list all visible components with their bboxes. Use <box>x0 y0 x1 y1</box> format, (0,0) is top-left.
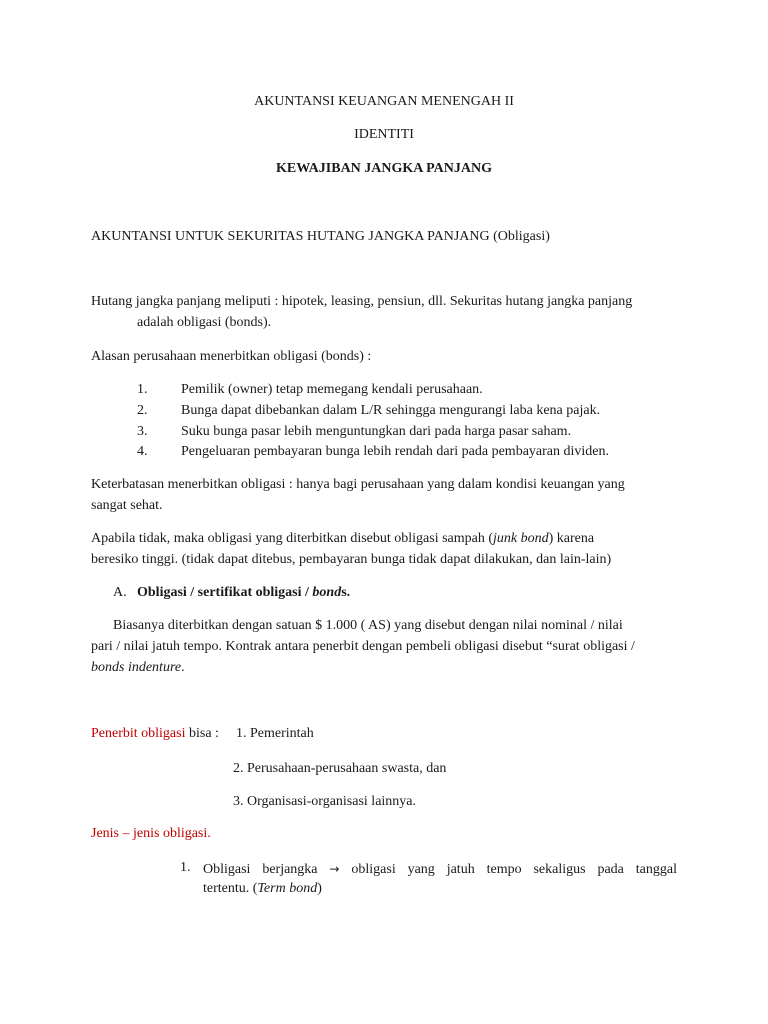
section-heading: AKUNTANSI UNTUK SEKURITAS HUTANG JANGKA PANJANG (Obligasi) <box>91 229 550 244</box>
identity-title: IDENTITI <box>354 127 414 142</box>
issuer-item: 3. Organisasi-organisasi lainnya. <box>233 794 417 809</box>
list-text: Suku bunga pasar lebih menguntungkan dari pada harga pasar saham. <box>181 424 572 439</box>
chapter-title: KEWAJIBAN JANGKA PANJANG <box>276 161 492 176</box>
para5-line2: pari / nilai jatuh tempo. Kontrak antara penerbit dengan pembeli obligasi disebut “surat obligasi / <box>91 639 635 654</box>
type-item-text: Obligasi berjangka → obligasi yang jatuh tempo sekaligus pada tanggal <box>203 862 677 877</box>
para1-line1: Hutang jangka panjang meliputi : hipotek, leasing, pensiun, dll. Sekuritas hutang jangka panjang <box>91 294 633 309</box>
para5-line3: bonds indenture. <box>91 660 185 675</box>
list-text: Pemilik (owner) tetap memegang kendali perusahaan. <box>181 382 483 397</box>
list-number: 2. <box>137 403 148 418</box>
issuer-item: 1. Pemerintah <box>236 726 314 741</box>
para1-line2: adalah obligasi (bonds). <box>137 315 272 330</box>
type-number: 1. <box>180 860 191 875</box>
list-number: 3. <box>137 424 148 439</box>
arrow-right-icon: → <box>329 862 340 876</box>
type-item-line2: tertentu. (Term bond) <box>203 881 322 896</box>
para4-line1: Apabila tidak, maka obligasi yang diterbitkan disebut obligasi sampah (junk bond) karena <box>91 531 595 546</box>
list-number: 1. <box>137 382 148 397</box>
issuers-label: Penerbit obligasi bisa : <box>91 726 219 741</box>
course-title: AKUNTANSI KEUANGAN MENENGAH II <box>254 94 514 109</box>
para3-line1: Keterbatasan menerbitkan obligasi : hanya bagi perusahaan yang dalam kondisi keuangan yang <box>91 477 625 492</box>
list-text: Pengeluaran pembayaran bunga lebih rendah dari pada pembayaran dividen. <box>181 444 609 459</box>
issuer-item: 2. Perusahaan-perusahaan swasta, dan <box>233 761 447 776</box>
para4-line2: beresiko tinggi. (tidak dapat ditebus, pembayaran bunga tidak dapat dilakukan, dan lain-lain) <box>91 552 612 567</box>
subsection-letter: A. <box>113 585 127 600</box>
list-number: 4. <box>137 444 148 459</box>
list-text: Bunga dapat dibebankan dalam L/R sehingga mengurangi laba kena pajak. <box>181 403 601 418</box>
subsection-title: Obligasi / sertifikat obligasi / bonds. <box>137 585 351 600</box>
para2: Alasan perusahaan menerbitkan obligasi (bonds) : <box>91 349 372 364</box>
types-heading: Jenis – jenis obligasi. <box>91 826 211 841</box>
para5-line1: Biasanya diterbitkan dengan satuan $ 1.000 ( AS) yang disebut dengan nilai nominal / nilai <box>113 618 623 633</box>
para3-line2: sangat sehat. <box>91 498 163 513</box>
